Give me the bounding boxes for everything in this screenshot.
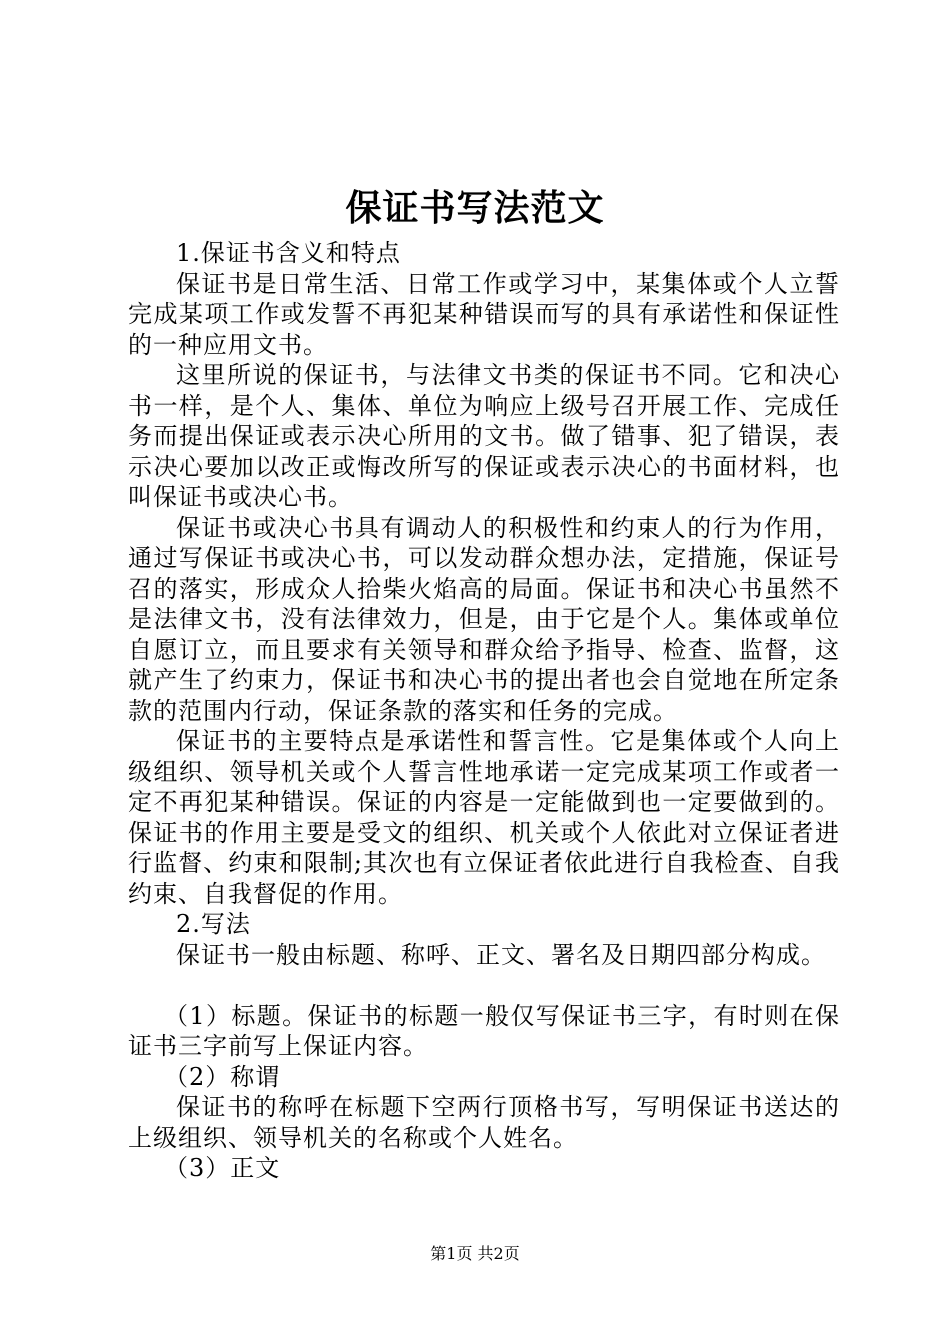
section-heading-writing: 2.写法 [176, 910, 251, 938]
paragraph-features: 保证书的主要特点是承诺性和誓言性。它是集体或个人向上级组织、领导机关或个人誓言性地承诺一定完成某项工作或者一定不再犯某种错误。保证的内容是一定能做到也一定要做到的。保证书的作用主要是受文的组织、机关或个人依此对立保证者进行监督、约束和限制;其次也有立保证者依此进行自我检查、自我约束、自我督促的作用。 [128, 727, 840, 908]
paragraph-salutation: 保证书的称呼在标题下空两行顶格书写，写明保证书送达的上级组织、领导机关的名称或个人姓名。 [128, 1093, 840, 1152]
paragraph-function: 保证书或决心书具有调动人的积极性和约束人的行为作用，通过写保证书或决心书，可以发动群众想办法，定措施，保证号召的落实，形成众人拾柴火焰高的局面。保证书和决心书虽然不是法律文书，没有法律效力，但是，由于它是个人。集体或单位自愿订立，而且要求有关领导和群众给予指导、检查、监督，这就产生了约束力，保证书和决心书的提出者也会自觉地在所定条款的范围内行动，保证条款的落实和任务的完成。 [128, 513, 840, 725]
subheading-body: （3）正文 [164, 1154, 281, 1182]
section-heading-meaning: 1.保证书含义和特点 [176, 239, 401, 267]
paragraph-difference: 这里所说的保证书，与法律文书类的保证书不同。它和决心书一样，是个人、集体、单位为响应上级号召开展工作、完成任务而提出保证或表示决心所用的文书。做了错事、犯了错误，表示决心要加以改正或悔改所写的保证或表示决心的书面材料，也叫保证书或决心书。 [128, 361, 840, 511]
paragraph-title-part: （1）标题。保证书的标题一般仅写保证书三字，有时则在保证书三字前写上保证内容。 [128, 1001, 840, 1060]
paragraph-definition: 保证书是日常生活、日常工作或学习中，某集体或个人立誓完成某项工作或发誓不再犯某种错误而写的具有承诺性和保证性的一种应用文书。 [128, 269, 840, 359]
paragraph-structure: 保证书一般由标题、称呼、正文、署名及日期四部分构成。 [176, 940, 826, 969]
subheading-salutation: （2）称谓 [164, 1062, 281, 1091]
blank-line [128, 970, 840, 1001]
page-indicator: 第1页 共2页 [430, 1244, 520, 1263]
document-title: 保证书写法范文 [345, 187, 605, 229]
document-body [128, 238, 840, 1184]
